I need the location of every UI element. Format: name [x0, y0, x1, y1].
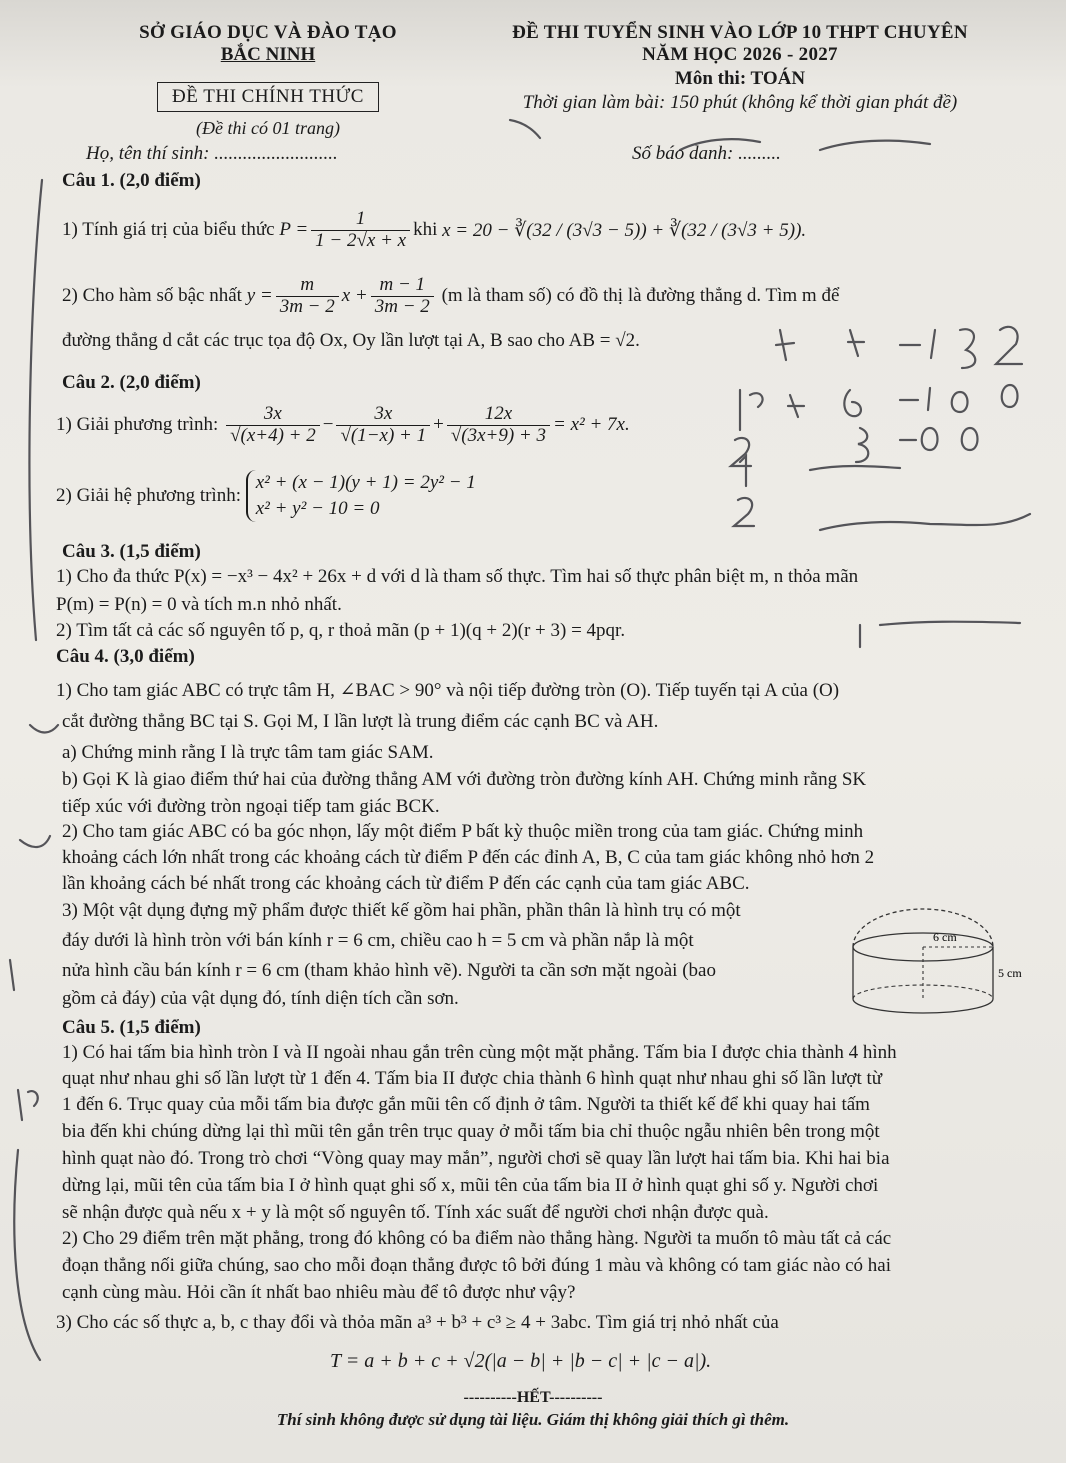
q5-line12: T = a + b + c + √2(|a − b| + |b − c| + |c − a|). [330, 1350, 712, 1372]
scribble-4 [996, 327, 1022, 364]
q1-p2-f2d: 3m − 2 [374, 295, 430, 317]
radius-label: 6 cm [933, 930, 957, 944]
q2-eq1: x² + (x − 1)(y + 1) = 2y² − 1 [255, 472, 476, 494]
q2-title: Câu 2. (2,0 điểm) [62, 372, 201, 393]
province-name: BẮC NINH [220, 44, 316, 65]
q1-p1-den: 1 − 2√x + x [315, 229, 407, 251]
q3-line1: 1) Cho đa thức P(x) = −x³ − 4x² + 26x + d với d là tham số thực. Tìm hai số thực phân biệt m, n thỏa mãn [56, 566, 859, 587]
q5-line8: 2) Cho 29 điểm trên mặt phẳng, trong đó không có ba điểm nào thẳng hàng. Người ta muốn tô màu tất cả các [62, 1228, 892, 1249]
q2-f1d: √(x+4) + 2 [230, 424, 316, 446]
margin-bracket-bottom [14, 1150, 40, 1360]
q2-f2n: 3x [336, 404, 430, 426]
q1-title: Câu 1. (2,0 điểm) [62, 170, 201, 191]
q2-p2-text: 2) Giải hệ phương trình: [56, 485, 241, 506]
q1-p2-rest: (m là tham số) có đồ thị là đường thẳng d. Tìm m để [441, 285, 840, 306]
q5-title: Câu 5. (1,5 điểm) [62, 1017, 201, 1038]
scribble-2 [848, 330, 864, 356]
q5-line6: dừng lại, mũi tên của tấm bia I ở hình quạt ghi số x, mũi tên của tấm bia II ở hình quạt ghi số y. Người chơi [62, 1175, 879, 1196]
scribble-5 [740, 390, 763, 430]
q2-p1-text: 1) Giải phương trình: [56, 414, 219, 435]
q4-line7: khoảng cách lớn nhất trong các khoảng cách từ điểm P đến các đỉnh A, B, C của tam giác không nhỏ hơn 2 [62, 847, 875, 868]
q2-f3d: √(3x+9) + 3 [450, 424, 547, 446]
candidate-name-field: Họ, tên thí sinh: .......................... [86, 143, 338, 164]
q4-line6: 2) Cho tam giác ABC có ba góc nhọn, lấy một điểm P bất kỳ thuộc miền trong của tam giác. Chứng minh [62, 821, 864, 842]
q2-f3n: 12x [447, 404, 550, 426]
q4-line4: b) Gọi K là giao điểm thứ hai của đường thẳng AM với đường tròn đường kính AH. Chứng minh rằng SK [62, 769, 867, 790]
scribble-9 [900, 428, 978, 450]
q5-line9: đoạn thẳng nối giữa chúng, sao cho mỗi đoạn thẳng được tô bởi đúng 1 màu và không có tam giác nào có hai [62, 1255, 892, 1276]
q4-line12: gồm cả đáy) của vật dụng đó, tính diện tích cần sơn. [62, 988, 459, 1009]
scribble-1 [776, 330, 794, 360]
q2-plus: + [433, 414, 444, 435]
q4-line9: 3) Một vật dụng đựng mỹ phẩm được thiết kế gồm hai phần, phần thân là hình trụ có một [62, 900, 741, 921]
q4-title: Câu 4. (3,0 điểm) [56, 646, 195, 667]
subject: Môn thi: TOÁN [674, 68, 806, 89]
q1-p2-f2n: m − 1 [371, 275, 434, 297]
q4-line5: tiếp xúc với đường tròn ngoại tiếp tam giác BCK. [62, 796, 440, 817]
department-name: SỞ GIÁO DỤC VÀ ĐÀO TẠO [139, 22, 397, 43]
q4-line10: đáy dưới là hình tròn với bán kính r = 6 cm, chiều cao h = 5 cm và phần nắp là một [62, 930, 694, 951]
height-label: 5 cm [998, 966, 1022, 980]
q3-line3: 2) Tìm tất cả các số nguyên tố p, q, r thoả mãn (p + 1)(q + 2)(r + 3) = 4pqr. [56, 620, 626, 641]
q5-line7: sẽ nhận được quà nếu x + y là một số nguyên tố. Tính xác suất để người chơi nhận được quà. [62, 1202, 769, 1223]
margin-bracket-top [29, 180, 42, 640]
q1-p2-f1d: 3m − 2 [279, 295, 335, 317]
q1-p2-text: 2) Cho hàm số bậc nhất [62, 285, 242, 306]
q5-line3: 1 đến 6. Trục quay của mỗi tấm bia được gắn mũi tên cố định ở tâm. Người ta thiết kế để khi quay hai tấm [62, 1094, 870, 1115]
scribble-6 [788, 390, 861, 417]
pages-note: (Đề thi có 01 trang) [196, 118, 340, 138]
q5-line5: hình quạt nào đó. Trong trò chơi “Vòng quay may mắn”, người chơi sẽ quay lần lượt hai tấm bia. Khi hai bia [62, 1148, 890, 1169]
scribble-13 [860, 622, 1020, 647]
q5-line1: 1) Có hai tấm bia hình tròn I và II ngoài nhau gắn trên cùng một mặt phẳng. Tấm bia I được chia thành 4 hình [62, 1042, 897, 1063]
q4-line8: lần khoảng cách bé nhất trong các khoảng cách từ điểm P đến các cạnh của tam giác ABC. [62, 873, 750, 894]
q3-title: Câu 3. (1,5 điểm) [62, 541, 201, 562]
scribble-8 [731, 428, 868, 466]
scribble-7 [900, 385, 1018, 412]
q2-f2d: √(1−x) + 1 [340, 424, 427, 446]
time-limit: Thời gian làm bài: 150 phút (không kể thời gian phát đề) [522, 92, 958, 113]
q4-line1: 1) Cho tam giác ABC có trực tâm H, ∠BAC > 90° và nội tiếp đường tròn (O). Tiếp tuyến tại A của (O) [56, 680, 840, 701]
official-badge: ĐỀ THI CHÍNH THỨC [157, 82, 379, 112]
footer-note: Thí sinh không được sử dụng tài liệu. Giám thị không giải thích gì thêm. [276, 1410, 790, 1429]
q1-p2-plus: x + [341, 285, 368, 306]
scribble-17 [510, 120, 540, 138]
q1-p1-text: 1) Tính giá trị của biểu thức [62, 219, 275, 240]
scribble-16 [680, 139, 930, 150]
q3-line2: P(m) = P(n) = 0 và tích m.n nhỏ nhất. [56, 594, 342, 615]
scribble-15 [18, 1090, 38, 1120]
end-marker: ----------HẾT---------- [463, 1389, 603, 1406]
q1-p1-x: x = 20 − ∛(32 / (3√3 − 5)) + ∛(32 / (3√3 + 5)). [442, 219, 807, 241]
q5-line4: bia đến khi chúng dừng lại thì mũi tên gắn trên trục quay ở mỗi tấm bia chỉ thuộc ngẫu nhiên bên trong một [62, 1121, 880, 1142]
school-year: NĂM HỌC 2026 - 2027 [642, 44, 838, 65]
q1-p1-P: P = [279, 219, 309, 240]
scribble-3 [900, 329, 975, 368]
q1-p2-y: y = [246, 285, 273, 306]
q2-minus: − [322, 414, 334, 435]
scribble-14 [10, 725, 58, 990]
q4-line3: a) Chứng minh rằng I là trực tâm tam giác SAM. [62, 742, 434, 763]
q2-eq2: x² + y² − 10 = 0 [255, 498, 380, 519]
q5-line11: 3) Cho các số thực a, b, c thay đổi và thỏa mãn a³ + b³ + c³ ≥ 4 + 3abc. Tìm giá trị nhỏ nhất của [56, 1312, 779, 1333]
q1-p2-line2: đường thẳng d cắt các trục tọa độ Ox, Oy lần lượt tại A, B sao cho AB = √2. [62, 330, 640, 351]
candidate-id-field: Số báo danh: ......... [632, 143, 781, 164]
q2-f1n: 3x [226, 404, 320, 426]
q4-line11: nửa hình cầu bán kính r = 6 cm (tham khảo hình vẽ). Người ta cần sơn mặt ngoài (bao [62, 960, 716, 981]
q1-p2-f1n: m [276, 275, 339, 297]
scribble-11 [810, 466, 900, 470]
q2-rhs: = x² + 7x. [553, 414, 630, 435]
scribble-12 [820, 514, 1030, 530]
q4-line2: cắt đường thẳng BC tại S. Gọi M, I lần lượt là trung điểm các cạnh BC và AH. [62, 711, 659, 732]
q5-line10: cạnh cùng màu. Hỏi cần ít nhất bao nhiêu màu để tô được như vậy? [62, 1282, 576, 1303]
q5-line2: quạt như nhau ghi số lần lượt từ 1 đến 4. Tấm bia II được chia thành 6 hình quạt như nhau ghi số lần lượt từ [62, 1068, 883, 1089]
exam-title: ĐỀ THI TUYỂN SINH VÀO LỚP 10 THPT CHUYÊN [512, 22, 968, 43]
q1-p1-num: 1 [311, 209, 410, 231]
q1-p1-when: khi [413, 219, 438, 240]
